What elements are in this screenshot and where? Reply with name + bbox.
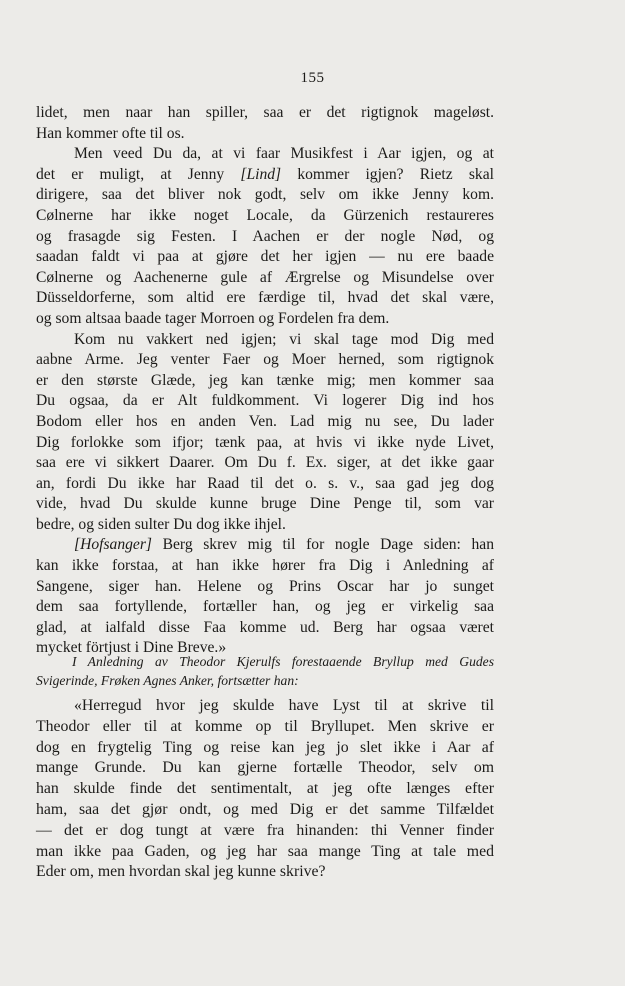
text-line [36, 165, 494, 186]
letter-line: han skulde finde det sentimentalt, at jeg ofte længes efter [36, 780, 494, 798]
text-line: kan ikke forstaa, at han ikke hører fra Dig i Anledning af [36, 557, 494, 575]
text-line [36, 535, 494, 556]
letter-line: ham, saa det gjør ondt, og med Dig er det samme Tilfældet [36, 800, 494, 818]
text-line: og som altsaa baade tager Morroen og Fordelen fra dem. [36, 309, 390, 327]
letter-line: Theodor eller til at komme op til Bryllupet. Men skrive er [36, 717, 494, 735]
text-line: Dig forlokke som ifjor; tænk paa, at hvis vi ikke nyde Livet, [36, 433, 494, 451]
text-line: mycket förtjust i Dine Breve.» [36, 639, 227, 657]
caption-line: Svigerinde, Frøken Agnes Anker, fortsætter han: [36, 672, 299, 688]
text-line: Cølnerne har ikke noget Locale, da Gürzenich restaureres [36, 206, 494, 224]
letter-line: man ikke paa Gaden, og jeg har saa mange Ting at tale med [36, 842, 494, 860]
letter-line: mange Grunde. Du kan gjerne fortælle Theodor, selv om [36, 759, 494, 777]
text-line: Bodom eller hos en anden Ven. Lad mig nu see, Du lader [36, 412, 494, 430]
text-segment: kommer igjen? Rietz skal [281, 165, 494, 183]
text-line: aabne Arme. Jeg venter Faer og Moer herned, som rigtignok [36, 351, 494, 369]
text-line: og frasagde sig Festen. I Aachen er der nogle Nød, og [36, 227, 494, 245]
text-segment: Berg skrev mig til for nogle Dage siden: han [151, 536, 494, 554]
letter-line: dog en frygtelig Ting og reise kan jeg jo slet ikke i Aar af [36, 738, 494, 756]
editorial-insertion: [Lind] [240, 165, 282, 183]
text-line: Men veed Du da, at vi faar Musikfest i Aar igjen, og at [74, 145, 494, 163]
text-line: dem saa fortyllende, fortæller han, og jeg er virkelig saa [36, 598, 494, 616]
text-line: Sangene, siger han. Helene og Prins Oscar har jo sunget [36, 577, 494, 595]
text-line: dirigere, saa det bliver nok godt, selv om ikke Jenny kom. [36, 186, 494, 204]
text-line: vide, hvad Du skulde kunne bruge Dine Penge til, som var [36, 495, 494, 513]
page-number: 155 [300, 70, 325, 86]
letter-line: «Herregud hvor jeg skulde have Lyst til at skrive til [74, 697, 494, 714]
text-line: saadan faldt vi paa at gjøre det her igjen — nu ere baade [36, 248, 494, 266]
caption-line: I Anledning av Theodor Kjerulfs forestaaende Bryllup med Gudes [72, 654, 494, 669]
letter-text [36, 696, 494, 883]
text-line: an, fordi Du ikke har Raad til det o. s. v., saa gad jeg dog [36, 474, 494, 492]
editorial-caption [36, 653, 494, 690]
text-line: Du ogsaa, da er Alt fuldkomment. Vi logerer Dig ind hos [36, 392, 494, 410]
text-segment: det er muligt, at Jenny [36, 165, 241, 183]
text-line: glad, at ialfald disse Faa komme ud. Berg har ogsaa været [36, 618, 494, 636]
text-line: saa ere vi sikkert Daarer. Om Du f. Ex. siger, at det ikke gaar [36, 454, 494, 472]
text-line: Han kommer ofte til os. [36, 124, 185, 142]
text-line: Düsseldorferne, som altid ere færdige til, hvad det skal være, [36, 289, 494, 307]
body-text [36, 103, 494, 659]
text-line: Kom nu vakkert ned igjen; vi skal tage mod Dig med [74, 330, 494, 348]
text-line: lidet, men naar han spiller, saa er det rigtignok mageløst. [36, 104, 494, 121]
letter-line: Eder om, men hvordan skal jeg kunne skrive? [36, 863, 326, 881]
text-line: bedre, og siden sulter Du dog ikke ihjel. [36, 515, 286, 533]
text-line: er den største Glæde, jeg kan tænke mig; men kommer saa [36, 371, 494, 389]
letter-line: — det er dog tungt at være fra hinanden: thi Venner finder [36, 821, 494, 839]
text-line: Cølnerne og Aachenerne gule af Ærgrelse og Misundelse over [36, 268, 494, 286]
editorial-insertion: [Hofsanger] [74, 536, 152, 554]
